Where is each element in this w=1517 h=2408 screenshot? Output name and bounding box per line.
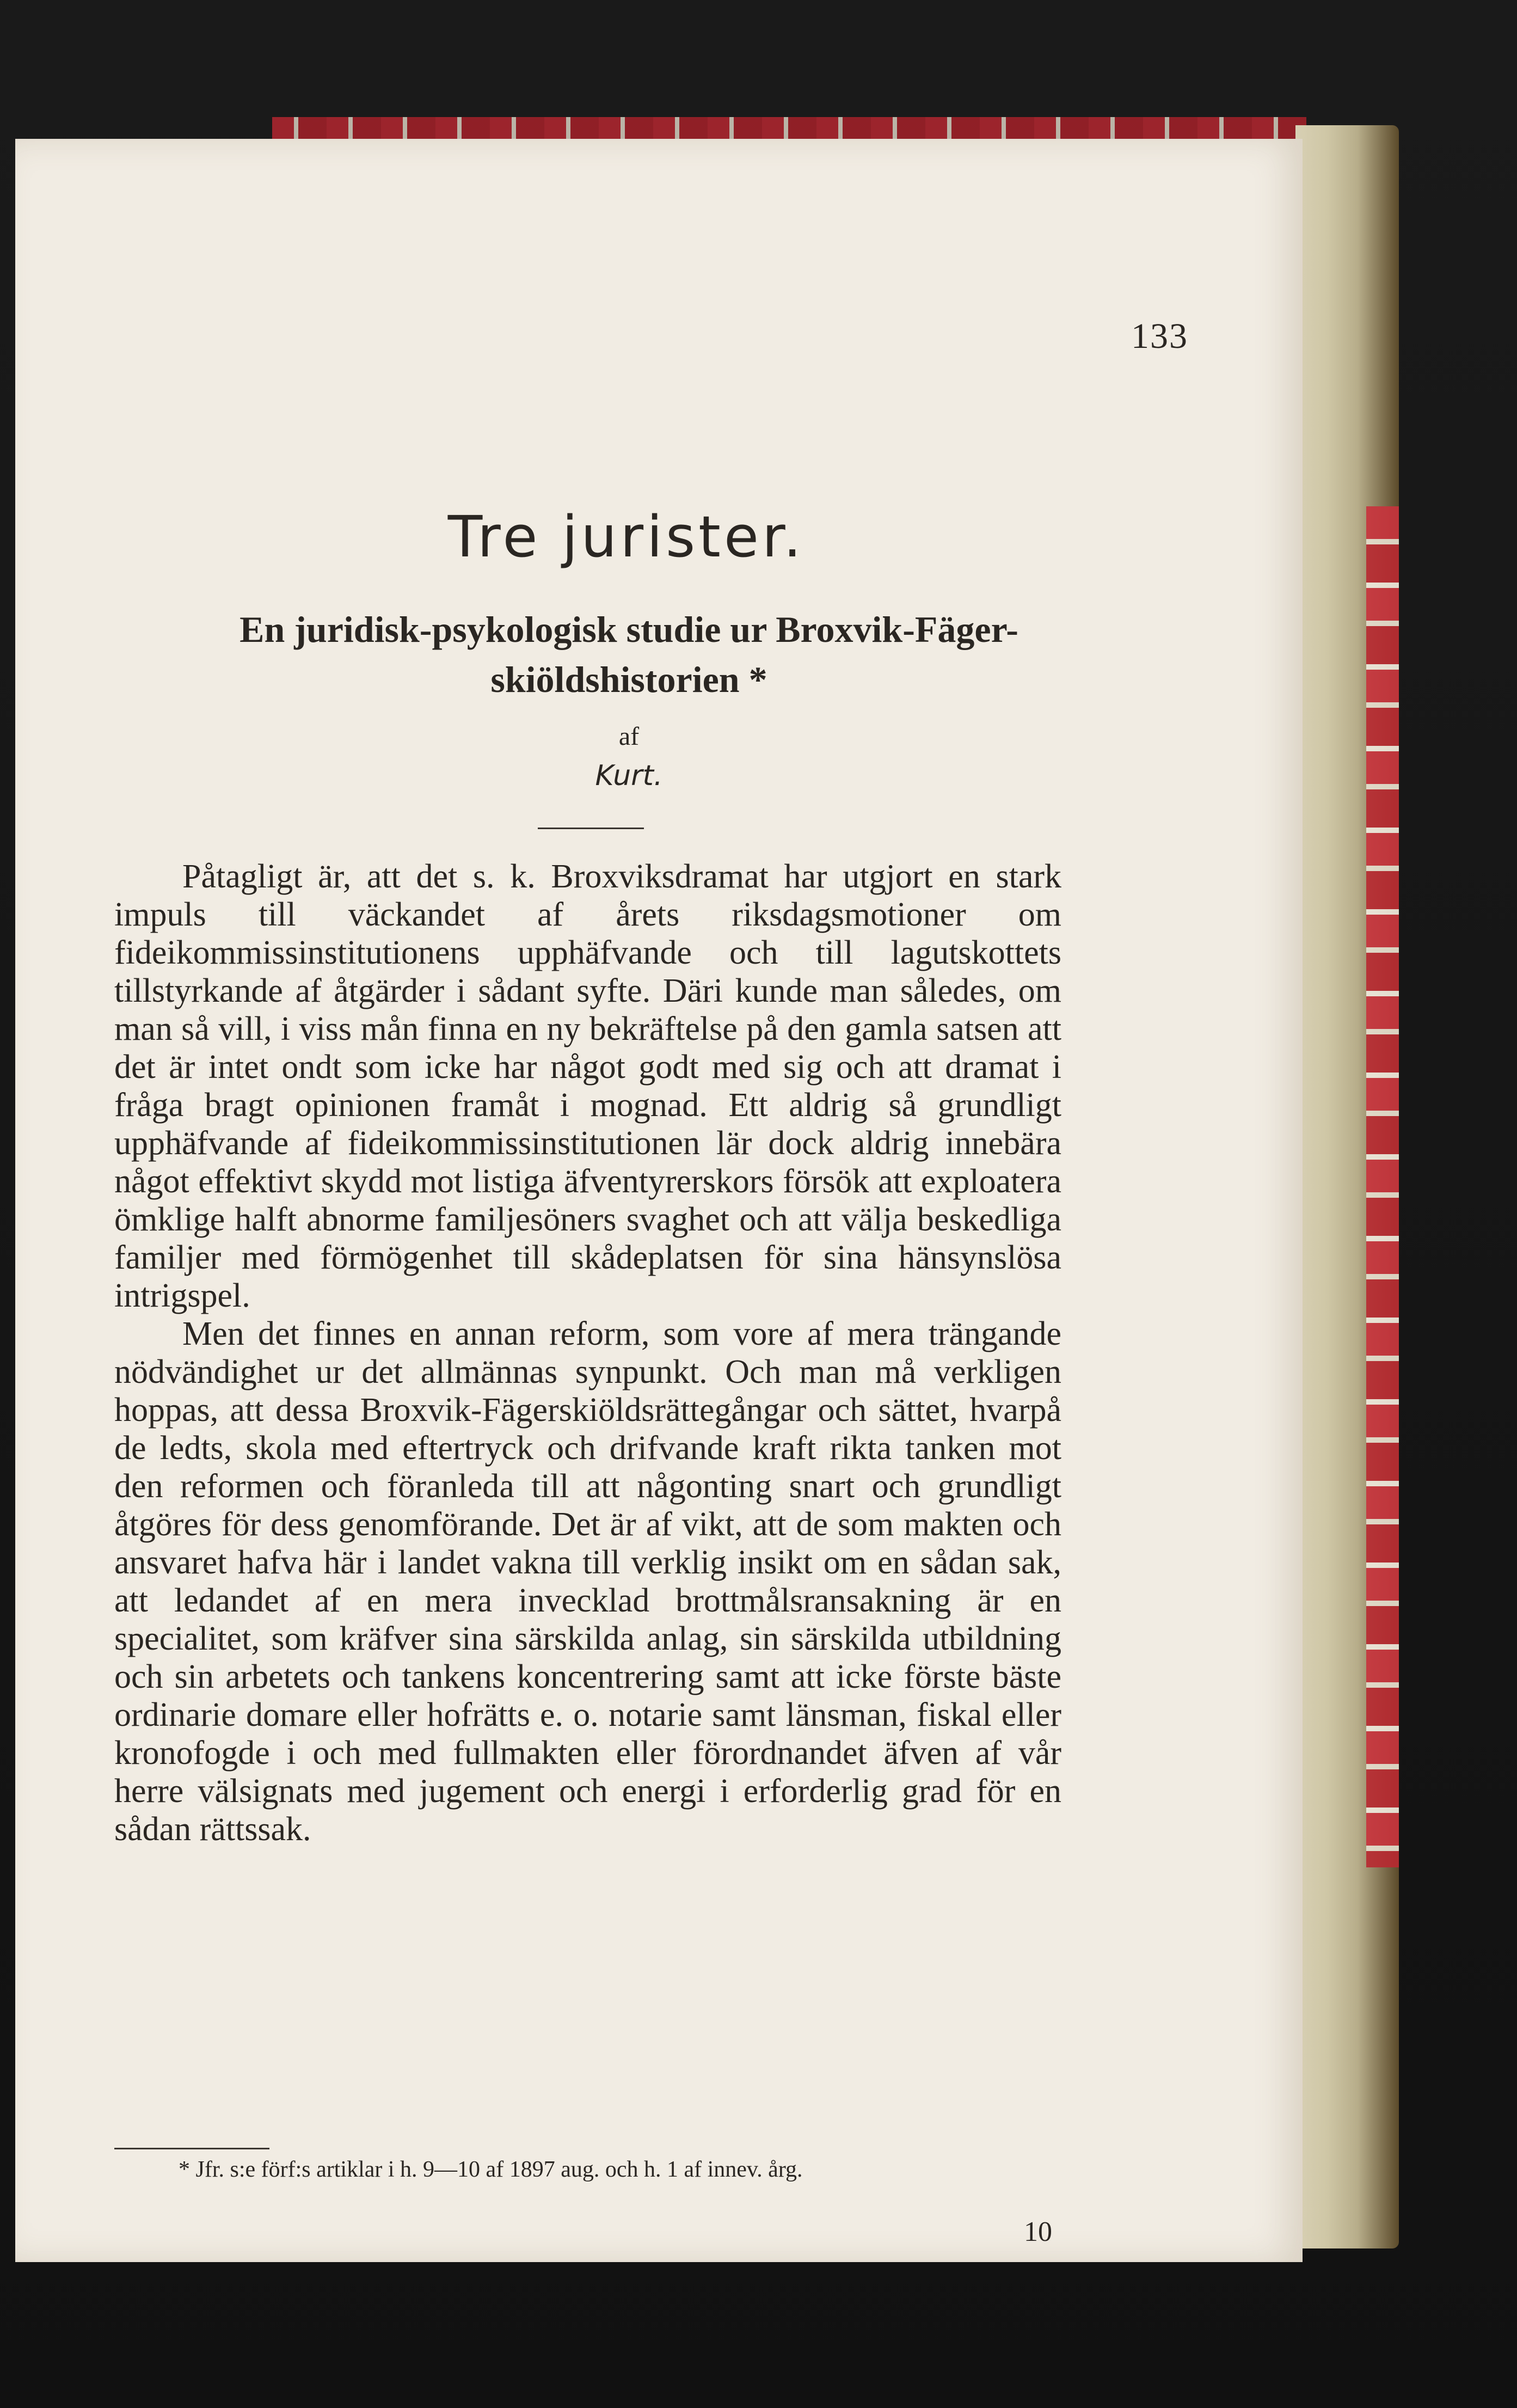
byline-af: af [618,722,640,751]
book-page [15,139,1303,2262]
article-body [114,857,1061,1848]
footnote-divider [114,2148,269,2149]
article-subtitle [0,604,1273,704]
author-name: Kurt. [595,759,663,792]
book-marbled-edge [1366,506,1399,1867]
signature-mark: 10 [1024,2216,1052,2247]
paragraph-1: Påtagligt är, att det s. k. Broxviksdramat har utgjort en stark impuls till väckandet af årets riksdagsmotioner om fideikommissinstitutionens upphäfvande och till lagutskottets tillstyrkande af åtgärder i sådant syfte. Däri kunde man således, om man så vill, i viss mån finna en ny bekräftelse på den gamla satsen att det är intet ondt som icke har något godt med sig och att dramat i fråga bragt opinionen framåt i mognad. Ett aldrig så grundligt upphäfvande af fideikommissinstitutionen lär dock aldrig innebära något effektivt skydd mot listiga äfventyrerskors försök att exploatera ömklige halft abnorme familjesöners svaghet och att välja beskedliga familjer med förmögenhet till skådeplatsen för sina hänsynslösa intrigspel. [114,858,1061,1314]
subtitle-line-2: skiöldshistorien * [490,659,767,700]
footnote: * Jfr. s:e förf:s artiklar i h. 9—10 af 1897 aug. och h. 1 af innev. årg. [179,2157,803,2182]
article-title: Tre jurister. [447,504,805,570]
book-top-edge [272,117,1306,139]
title-divider [538,828,644,829]
paragraph-2: Men det finnes en annan reform, som vore af mera trängande nödvändighet ur det allmännas synpunkt. Och man må verkligen hoppas, att dessa Broxvik-Fägerskiöldsrättegångar och sättet, hvarpå de ledts, skola med eftertryck och drifvande kraft rikta tanken mot den reformen och föranleda till att någonting snart och grundligt åtgöres för dess genomförande. Det är af vikt, att de som makten och ansvaret hafva här i landet vakna till verklig insikt om en sådan sak, att ledandet af en mera invecklad brottmålsransakning är en specialitet, som kräfver sina särskilda anlag, sin särskilda utbildning och sin arbetets och tankens koncentrering samt att icke förste bäste ordinarie domare eller hofrätts e. o. notarie samt länsman, fiskal eller kronofogde i och med fullmakten eller förordnandet äfven af vår herre välsignats med jugement och energi i erforderlig grad för en sådan rättssak. [114,1315,1061,1848]
subtitle-line-1: En juridisk-psykologisk studie ur Broxvik-Fäger- [239,609,1018,650]
page-number: 133 [1131,316,1188,356]
